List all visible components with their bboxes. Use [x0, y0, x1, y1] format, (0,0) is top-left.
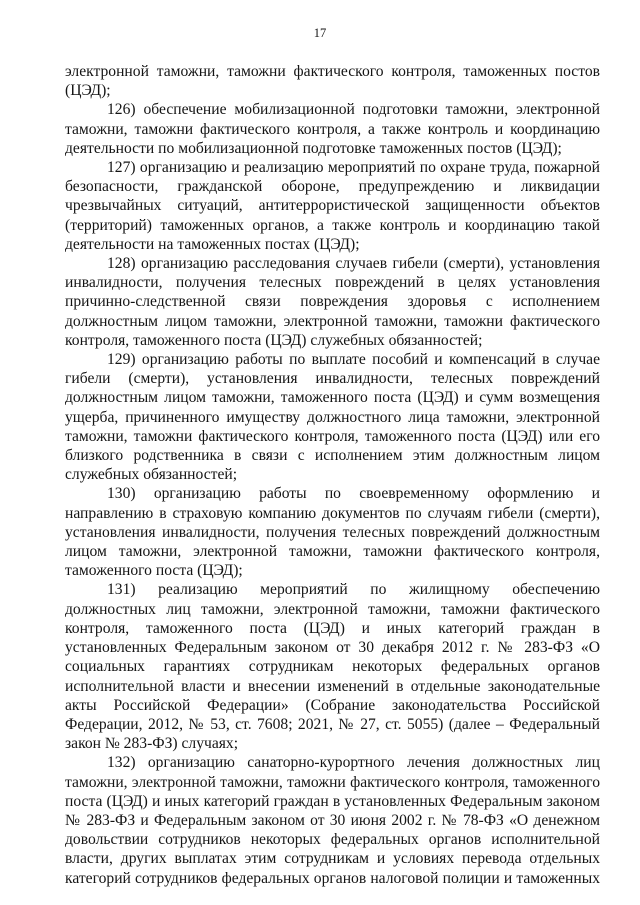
paragraph-item-129: 129) организацию работы по выплате пособий и компенсаций в случае гибели (смерти), установления инвалидности, телесных повреждений должностным лицом таможни, таможенного поста (ЦЭД) и сумм возмещения ущерба, причиненного имуществу должностного лица таможни, электронной таможни, таможни фактического контроля, таможенного поста (ЦЭД) или его близкого родственника в связи с исполнением этим должностным лицом служебных обязанностей;	[65, 351, 600, 484]
document-body	[65, 62, 600, 888]
paragraph-item-130: 130) организацию работы по своевременному оформлению и направлению в страховую компанию документов по случаям гибели (смерти), установления инвалидности, получения телесных повреждений должностным лицом таможни, электронной таможни, таможни фактического контроля, таможенного поста (ЦЭД);	[65, 485, 600, 580]
paragraph-item-127: 127) организацию и реализацию мероприятий по охране труда, пожарной безопасности, гражданской обороне, предупреждению и ликвидации чрезвычайных ситуаций, антитеррористической защищенности объектов (территорий) таможенных органов, а также контроль и координацию такой деятельности на таможенных постах (ЦЭД);	[65, 159, 600, 253]
paragraph-item-132: 132) организацию санаторно-курортного лечения должностных лиц таможни, электронной таможни, таможни фактического контроля, таможенного поста (ЦЭД) и иных категорий граждан в установленных Федеральным законом № 283-ФЗ и Федеральным законом от 30 июня 2002 г. № 78-ФЗ «О денежном довольствии сотрудников некоторых федеральных органов исполнительной власти, других выплатах этим сотрудникам и условиях перевода отдельных категорий сотрудников федеральных органов налоговой полиции и таможенных	[65, 754, 600, 887]
paragraph-continuation: электронной таможни, таможни фактического контроля, таможенных постов (ЦЭД);	[65, 63, 600, 100]
paragraph-item-128: 128) организацию расследования случаев гибели (смерти), установления инвалидности, получения телесных повреждений в целях установления причинно-следственной связи повреждения здоровья с исполнением должностным лицом таможни, электронной таможни, таможни фактического контроля, таможенного поста (ЦЭД) служебных обязанностей;	[65, 255, 600, 349]
paragraph-item-126: 126) обеспечение мобилизационной подготовки таможни, электронной таможни, таможни фактического контроля, а также контроль и координацию деятельности по мобилизационной подготовке таможенных постов (ЦЭД);	[65, 101, 600, 157]
paragraph-item-131: 131) реализацию мероприятий по жилищному обеспечению должностных лиц таможни, электронной таможни, таможни фактического контроля, таможенного поста (ЦЭД) и иных категорий граждан в установленных Федеральным законом от 30 декабря 2012 г. № 283-ФЗ «О социальных гарантиях сотрудникам некоторых федеральных органов исполнительной власти и внесении изменений в отдельные законодательные акты Российской Федерации» (Собрание законодательства Российской Федерации, 2012, № 53, ст. 7608; 2021, № 27, ст. 5055) (далее – Федеральный закон № 283-ФЗ) случаях;	[65, 581, 600, 753]
page-number: 17	[313, 26, 327, 40]
